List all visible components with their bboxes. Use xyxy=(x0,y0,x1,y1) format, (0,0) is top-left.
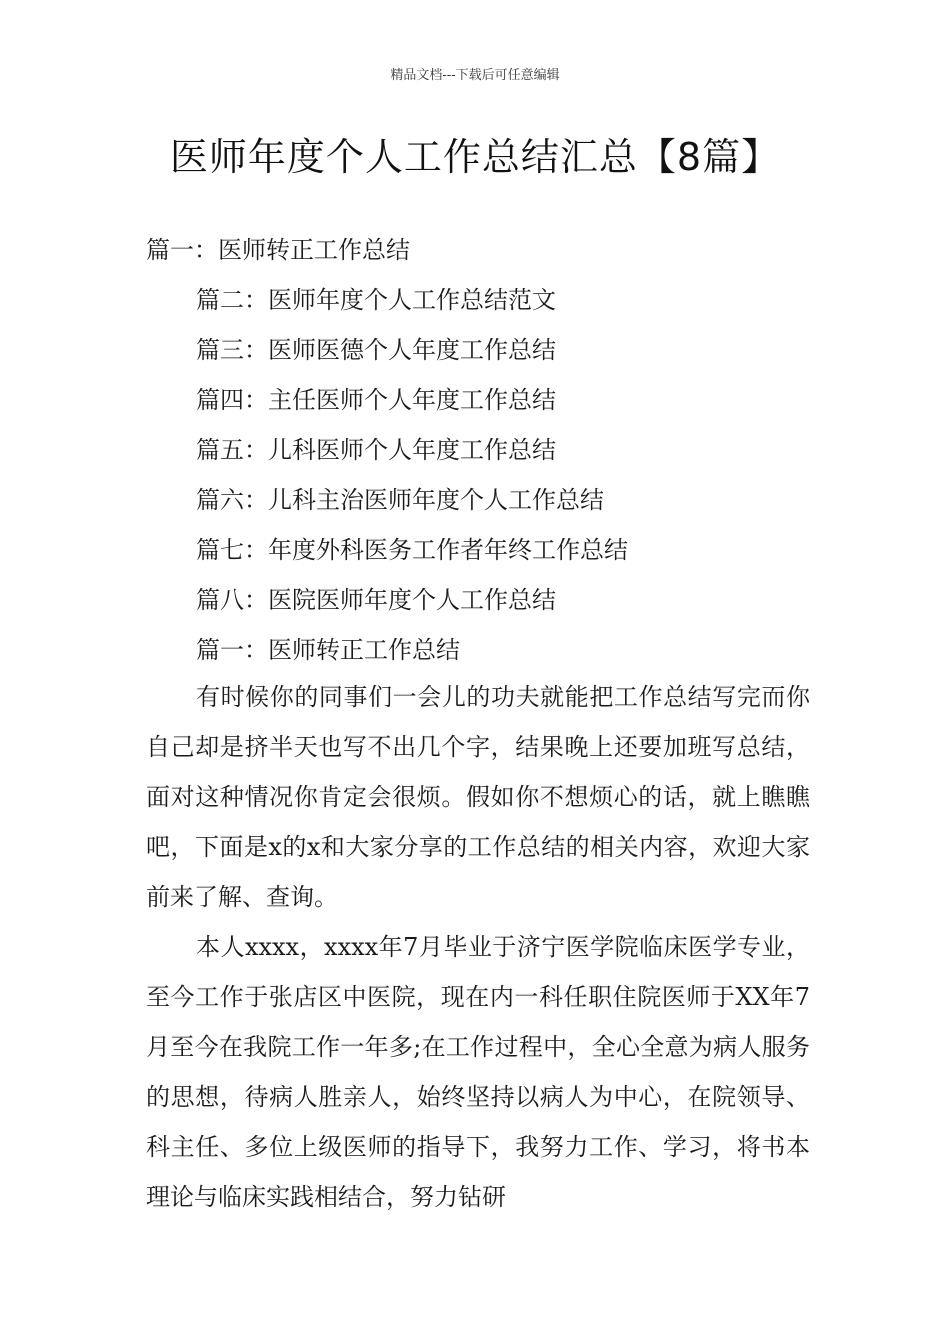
toc-item: 篇五：儿科医师个人年度工作总结 xyxy=(196,436,556,464)
toc-item: 篇七：年度外科医务工作者年终工作总结 xyxy=(196,536,628,564)
body-paragraph: 本人xxxx，xxxx年7月毕业于济宁医学院临床医学专业，至今工作于张店区中医院，现在内一科任职住院医师于XX年7月至今在我院工作一年多;在工作过程中，全心全意为病人服务的思想，待病人胜亲人，始终坚持以病人为中心，在院领导、科主任、多位上级医师的指导下，我努力工作、学习，将书本理论与临床实践相结合，努力钻研 xyxy=(146,933,810,1211)
toc-item: 篇一：医师转正工作总结 xyxy=(146,236,410,264)
table-of-contents xyxy=(0,228,950,678)
body-paragraph: 有时候你的同事们一会儿的功夫就能把工作总结写完而你自己却是挤半天也写不出几个字，结果晚上还要加班写总结，面对这种情况你肯定会很烦。假如你不想烦心的话，就上瞧瞧吧，下面是x的x和大家分享的工作总结的相关内容，欢迎大家前来了解、查询。 xyxy=(146,683,810,911)
header-note: 精品文档---下载后可任意编辑 xyxy=(390,68,560,83)
toc-item: 篇三：医师医德个人年度工作总结 xyxy=(196,336,556,364)
document-title: 医师年度个人工作总结汇总【8篇】 xyxy=(169,135,781,179)
section-heading: 篇一：医师转正工作总结 xyxy=(196,636,460,664)
toc-item: 篇六：儿科主治医师年度个人工作总结 xyxy=(196,486,604,514)
toc-item: 篇二：医师年度个人工作总结范文 xyxy=(196,286,556,314)
toc-item: 篇八：医院医师年度个人工作总结 xyxy=(196,586,556,614)
toc-item: 篇四：主任医师个人年度工作总结 xyxy=(196,386,556,414)
